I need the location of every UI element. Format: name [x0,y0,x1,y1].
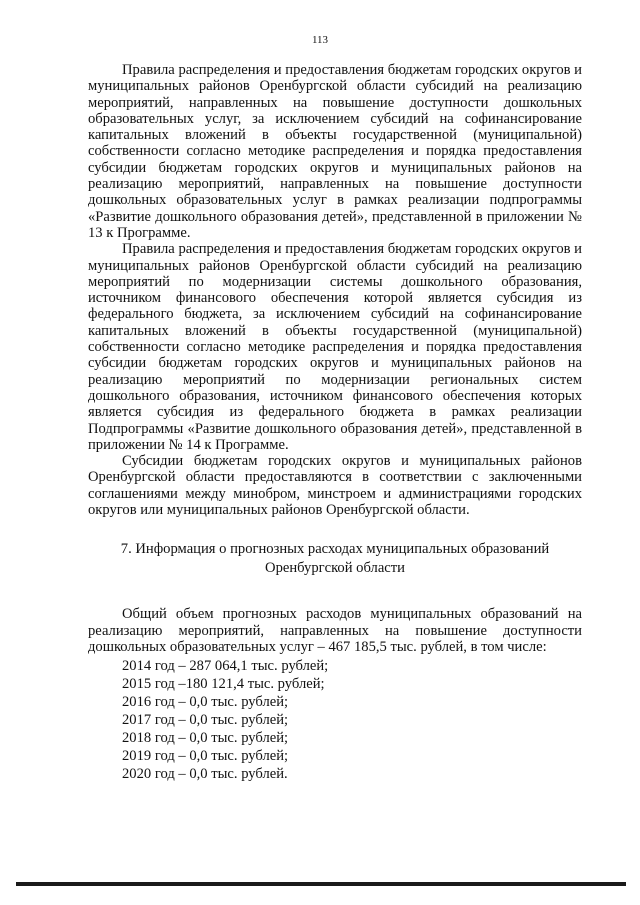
paragraph-subsidy-agreements: Субсидии бюджетам городских округов и муниципальных районов Оренбургской области предоставляются в соответствии с заключенными соглашениями между минобром, минстроем и администрациями городских округов или муниципальных районов Оренбургской области. [88,453,582,519]
section-heading-line-1: 7. Информация о прогнозных расходах муниципальных образований [120,541,550,558]
paragraph-rules-subsidy-modernization: Правила распределения и предоставления бюджетам городских округов и муниципальных районов Оренбургской области субсидий на реализацию мероприятий по модернизации системы дошкольного образования, источником финансового обеспечения которой является субсидия из федерального бюджета, за исключением субсидий на софинансирование капитальных вложений в объекты государственной (муниципальной) собственности согласно методике распределения и порядка предоставления субсидии бюджетам городских округов и муниципальных районов на реализацию мероприятий по модернизации региональных систем дошкольного образования, источником финансового обеспечения которых является субсидия из федерального бюджета в рамках реализации Подпрограммы «Развитие дошкольного образования детей», представленной в приложении № 14 к Программе. [88,241,582,453]
paragraph-total-expenses: Общий объем прогнозных расходов муниципальных образований на реализацию мероприятий, направленных на повышение доступности дошкольных образовательных услуг – 467 185,5 тыс. рублей, в том числе: [88,606,582,655]
section-heading [88,540,582,578]
section-heading-line-2: Оренбургской области [265,560,405,577]
list-item: 2015 год –180 121,4 тыс. рублей; [122,676,325,693]
yearly-expenses-list [88,657,582,783]
list-item: 2019 год – 0,0 тыс. рублей; [122,748,289,765]
list-item: 2018 год – 0,0 тыс. рублей; [122,730,289,747]
paragraph-rules-subsidy-accessibility: Правила распределения и предоставления бюджетам городских округов и муниципальных районов Оренбургской области субсидий на реализацию мероприятий, направленных на повышение доступности дошкольных образовательных услуг, за исключением субсидий на софинансирование капитальных вложений в объекты государственной (муниципальной) собственности согласно методике распределения и порядка предоставления субсидии бюджетам городских округов и муниципальных районов на реализацию мероприятий, направленных на повышение доступности дошкольных образовательных услуг в рамках реализации подпрограммы «Развитие дошкольного образования детей», представленной в приложении № 13 к Программе. [88,62,582,241]
list-item: 2017 год – 0,0 тыс. рублей; [122,712,289,729]
list-item: 2016 год – 0,0 тыс. рублей; [122,694,289,711]
list-item: 2020 год – 0,0 тыс. рублей. [122,766,288,783]
scan-bottom-edge [16,882,626,886]
document-body [88,62,582,783]
page-number: 113 [311,34,329,46]
list-item: 2014 год – 287 064,1 тыс. рублей; [122,658,329,675]
